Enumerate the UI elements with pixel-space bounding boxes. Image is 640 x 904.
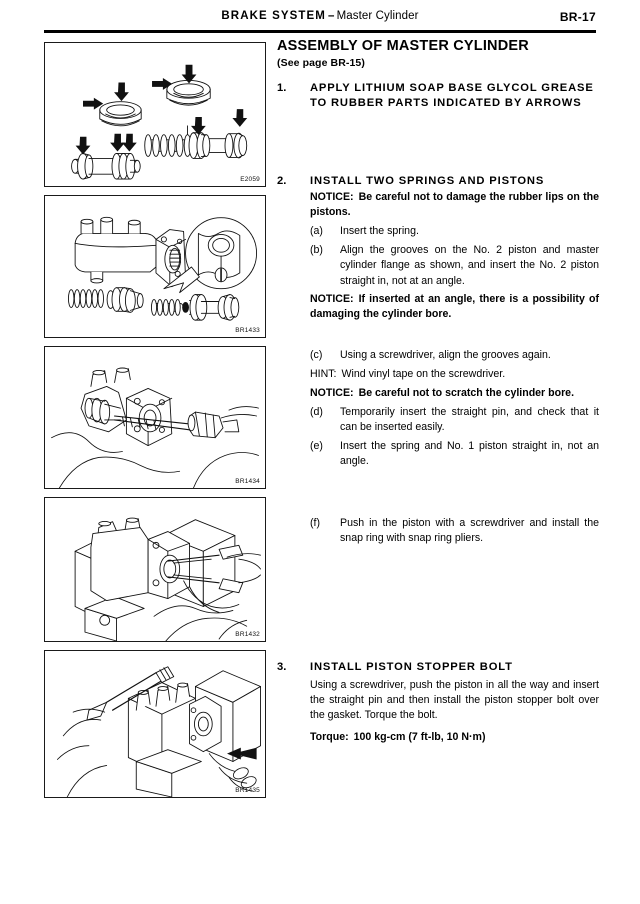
substep-a <box>310 224 599 239</box>
step-3-body <box>277 678 599 745</box>
figure-column <box>44 42 266 806</box>
notice-text: Be careful not to damage the rubber lips on the pistons. <box>310 191 599 219</box>
step-1-heading-text: APPLY LITHIUM SOAP BASE GLYCOL GREASE TO RUBBER PARTS INDICATED BY ARROWS <box>310 82 594 109</box>
substep-a-label: (a) <box>310 225 323 238</box>
substep-b-text: Align the grooves on the No. 2 piston and master cylinder flange as shown, and insert the No. 2 piston straight in, not at an angle. <box>340 244 599 287</box>
torque-label: Torque: <box>310 730 349 743</box>
substep-e-text: Insert the spring and No. 1 piston straight in, not an angle. <box>340 439 599 467</box>
figure-snap-ring-pliers <box>44 497 266 642</box>
page-reference: (See page BR-15) <box>277 57 365 69</box>
header-dash: – <box>327 10 335 22</box>
step-2-heading <box>277 174 599 189</box>
notice-angle-bore <box>310 292 599 322</box>
step-3-heading-text: INSTALL PISTON STOPPER BOLT <box>310 660 513 673</box>
figure-screwdriver-align <box>44 346 266 489</box>
substep-f-label: (f) <box>310 516 320 529</box>
header-title <box>44 10 596 22</box>
page-number: BR-17 <box>559 10 596 24</box>
step-1 <box>277 81 599 111</box>
figure-exploded-parts <box>44 42 266 187</box>
step-2 <box>277 174 599 322</box>
step-1-number: 1. <box>277 82 287 94</box>
substep-d-text: Temporarily insert the straight pin, and check that it can be inserted easily. <box>340 405 599 433</box>
substep-b-label: (b) <box>310 244 323 257</box>
step-2-heading-text: INSTALL TWO SPRINGS AND PISTONS <box>310 174 545 187</box>
header-system: BRAKE SYSTEM <box>221 10 326 22</box>
figure-cylinder-groove-detail <box>44 195 266 338</box>
notice-rubber-lips <box>310 190 599 220</box>
notice-label: NOTICE: <box>310 386 354 399</box>
page-title: ASSEMBLY OF MASTER CYLINDER <box>277 38 529 54</box>
figure-code: BR1433 <box>235 327 260 334</box>
substep-b <box>310 243 599 288</box>
step-2-substep-f-block <box>277 516 599 546</box>
torque-spec <box>310 730 599 745</box>
figure-code: E2059 <box>240 176 260 183</box>
substep-f <box>310 516 599 546</box>
substep-e <box>310 439 599 469</box>
step-2-number: 2. <box>277 174 287 187</box>
step-3-instruction: Using a screwdriver, push the piston in all the way and insert the straight pin and then install the piston stopper bolt over the gasket. Torque the bolt. <box>310 678 599 721</box>
figure-code: BR1435 <box>235 787 260 794</box>
torque-value: 100 kg-cm (7 ft-lb, 10 N·m) <box>353 730 486 743</box>
step-1-heading <box>277 81 599 111</box>
notice-label: NOTICE: <box>310 191 354 204</box>
step-2-sublist <box>310 224 599 288</box>
notice-label: NOTICE: <box>310 292 354 305</box>
substep-a-text: Insert the spring. <box>340 225 419 238</box>
substep-e-label: (e) <box>310 439 323 452</box>
step-3-heading <box>277 660 599 675</box>
hint-vinyl-tape <box>310 367 599 382</box>
figure-code: BR1434 <box>235 478 260 485</box>
substep-c-label: (c) <box>310 348 323 361</box>
notice-text: If inserted at an angle, there is a possibility of damaging the cylinder bore. <box>310 292 599 320</box>
step-2-continued <box>277 348 599 469</box>
header-divider <box>44 30 596 33</box>
notice-scratch-bore <box>310 386 599 401</box>
header-subject: Master Cylinder <box>336 10 419 22</box>
substep-c <box>310 348 599 363</box>
hint-text: Wind vinyl tape on the screwdriver. <box>341 367 506 380</box>
step-2-body <box>277 190 599 321</box>
substep-f-text: Push in the piston with a screwdriver and install the snap ring with snap ring pliers. <box>340 516 599 544</box>
text-column <box>277 38 599 749</box>
step-3 <box>277 660 599 745</box>
substep-c-text: Using a screwdriver, align the grooves again. <box>340 348 551 361</box>
substep-d <box>310 405 599 435</box>
notice-text: Be careful not to scratch the cylinder bore. <box>358 386 575 399</box>
figure-piston-stopper-bolt <box>44 650 266 798</box>
figure-code: BR1432 <box>235 631 260 638</box>
step-3-number: 3. <box>277 660 287 673</box>
hint-label: HINT: <box>310 367 337 380</box>
substep-d-label: (d) <box>310 405 323 418</box>
